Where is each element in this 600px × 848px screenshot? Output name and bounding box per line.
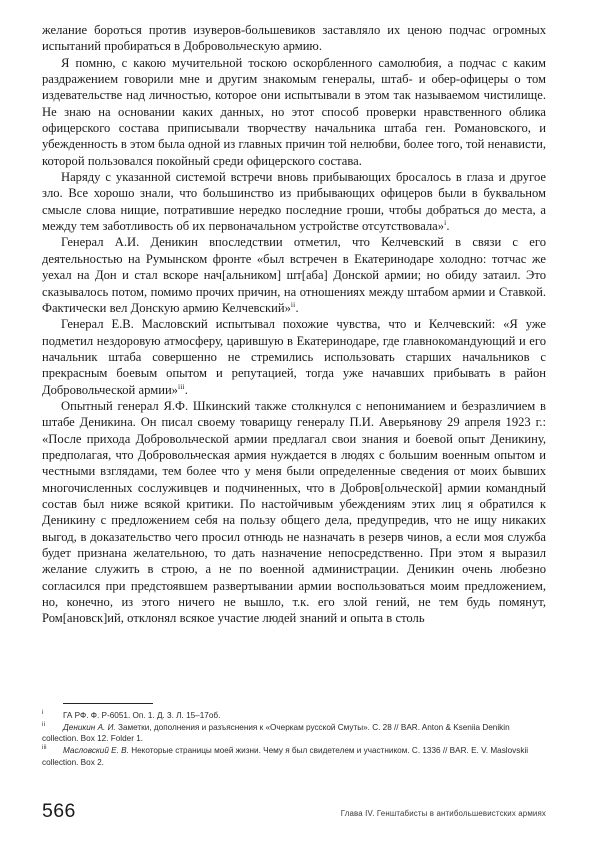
paragraph-text: Опытный генерал Я.Ф. Шкинский также столкнулся с непониманием и безразличием в штабе Деникина. Он писал своему товарищу генералу П.И. Аверьянову 29 апреля 1923 г.: «После прихода Добровольческой армии предлагал свои знания и боевой опыт Деникину, предполагая, что Добровольческая армия нуждается в людях с большим военным опытом и честными взглядами, тем более что у меня были определенные сведения от моих бывших многочисленных сослуживцев и подчиненных, что в Добров[ольческой] армии командный состав был ниже всякой критики. По настойчивым убеждениям этих лиц я обратился к Деникину с предложением себя на пользу общего дела, предупредив, что не ищу никаких выгод, в доказательство чего просил отнюдь не назначать в резерв чинов, а если моя служба будет признана желательною, то дать назначение непосредственно. При этом я выразил желание служить в строю, а не по военной администрации. Деникин очень любезно согласился при предстоявшем развертывании армии воспользоваться моим предложением, но, конечно, из этого ничего не вышло, т.к. его злой гений, не тем будь помянут, Ром[ановск]ий, отклонял всякое участие людей знаний и опыта в столь [42, 398, 546, 626]
footnote-author: Деникин А. И. [63, 722, 116, 732]
footnotes-section [42, 703, 548, 769]
footnote-item: iii Масловский Е. В. Некоторые страницы моей жизни. Чему я был свидетелем и участником. С. 1336 // BAR. E. V. Maslovskii collection. Box 2. [42, 744, 529, 767]
paragraph-text: Я помню, с какою мучительной тоскою оскорбленного самолюбия, а подчас с каким раздражением говорили мне и другим знакомым генералы, штаб- и обер-офицеры о том издевательстве над личностью, которое они испытывали в этом так называемом чистилище. Не знаю на основании каких данных, но этот способ проверки нравственного облика офицерского состава приписывали творчеству начальника штаба ген. Романовского, и убежденность в этом была одной из главных причин той нелюбви, более того, той ненависти, которой пользовался покойный среди офицерского состава. [42, 55, 546, 168]
footnote-item: ii Деникин А. И. Заметки, дополнения и разъяснения к «Очеркам русской Смуты». С. 28 // BAR. Anton & Kseniia Denikin collection. Box 12. Folder 1. [42, 721, 510, 744]
footnote-text: ГА РФ. Ф. Р-6051. Оп. 1. Д. 3. Л. 15–17об. [63, 711, 221, 720]
footnote-author: Масловский Е. В. [63, 746, 129, 756]
paragraph-text: Генерал Е.В. Масловский испытывал похожие чувства, что и Келчевский: «Я уже подметил нездоровую атмосферу, царившую в Екатеринодаре, где главнокомандующий и его начальник штаба совершенно не стремились использовать старших начальников с прекрасным боевым опытом и репутацией, тогда уже начавших прибывать в район Добровольческой армии» [42, 317, 546, 397]
paragraph: Наряду с указанной системой встречи вновь прибывающих бросалось в глаза и другое зло. Все хорошо знали, что большинство из прибывающих офицеров были в буквальном смысле слова нищие, потратившие нередко последние гроши, чтобы добраться до места, а между тем заботливость об их первоначальном устройстве отсутствовала»$^i$. [42, 170, 546, 234]
paragraph-text: Генерал А.И. Деникин впоследствии отметил, что Келчевский в связи с его деятельностью на Румынском фронте «был встречен в Екатеринодаре холодно: тотчас же уехал на Дон и стал вскоре нач[альником] шт[аба] Донской армии; но обиду затаил. Это сказывалось потом, помимо прочих причин, на отношениях между штабом армии и Ставкой. Фактически вел Донскую армию Келчевский» [42, 235, 546, 315]
footnote-reference-ii[interactable]: ii [290, 299, 296, 309]
footnote-reference-i[interactable]: i [444, 217, 447, 227]
footnote-text: Некоторые страницы моей жизни. Чему я был свидетелем и участником. С. 1336 // BAR. E. V. Maslovskii collection. Box 2. [42, 746, 529, 767]
paragraph-text: желание бороться против изуверов-большевиков заставляло их ценою подчас огромных испытаний пробираться в Добровольческую армию. [42, 23, 546, 54]
paragraph: Генерал А.И. Деникин впоследствии отметил, что Келчевский в связи с его деятельностью на Румынском фронте «был встречен в Екатеринодаре холодно: тотчас же уехал на Дон и стал вскоре нач[альником] шт[аба] Донской армии; но обиду затаил. Это сказывалось потом, помимо прочих причин, на отношениях между штабом армии и Ставкой. Фактически вел Донскую армию Келчевский»$^{ii}$. [42, 235, 546, 315]
page-number: 566 [42, 800, 76, 822]
footnote-item: i ГА РФ. Ф. Р-6051. Оп. 1. Д. 3. Л. 15–17об. [42, 709, 221, 720]
body-text-column [42, 22, 546, 627]
paragraph [42, 55, 546, 169]
paragraph [42, 22, 546, 55]
footnote-reference-iii[interactable]: iii [177, 381, 185, 391]
paragraph [42, 398, 546, 627]
footnote-separator-rule [63, 703, 153, 704]
page-footer [0, 800, 600, 834]
running-head: Глава IV. Генштабисты в антибольшевистских армиях [340, 809, 546, 818]
footnote-text: Заметки, дополнения и разъяснения к «Очеркам русской Смуты». С. 28 // BAR. Anton & Kseniia Denikin collection. Box 12. Folder 1. [42, 722, 510, 744]
paragraph: Генерал Е.В. Масловский испытывал похожие чувства, что и Келчевский: «Я уже подметил нездоровую атмосферу, царившую в Екатеринодаре, где главнокомандующий и его начальник штаба совершенно не стремились использовать старших начальников с прекрасным боевым опытом и репутацией, тогда уже начавших прибывать в район Добровольческой армии»$^{iii}$. [42, 317, 546, 397]
paragraph-text: Наряду с указанной системой встречи вновь прибывающих бросалось в глаза и другое зло. Все хорошо знали, что большинство из прибывающих офицеров были в буквальном смысле слова нищие, потратившие нередко последние гроши, чтобы добраться до места, а между тем заботливость об их первоначальном устройстве отсутствовала» [42, 170, 546, 234]
